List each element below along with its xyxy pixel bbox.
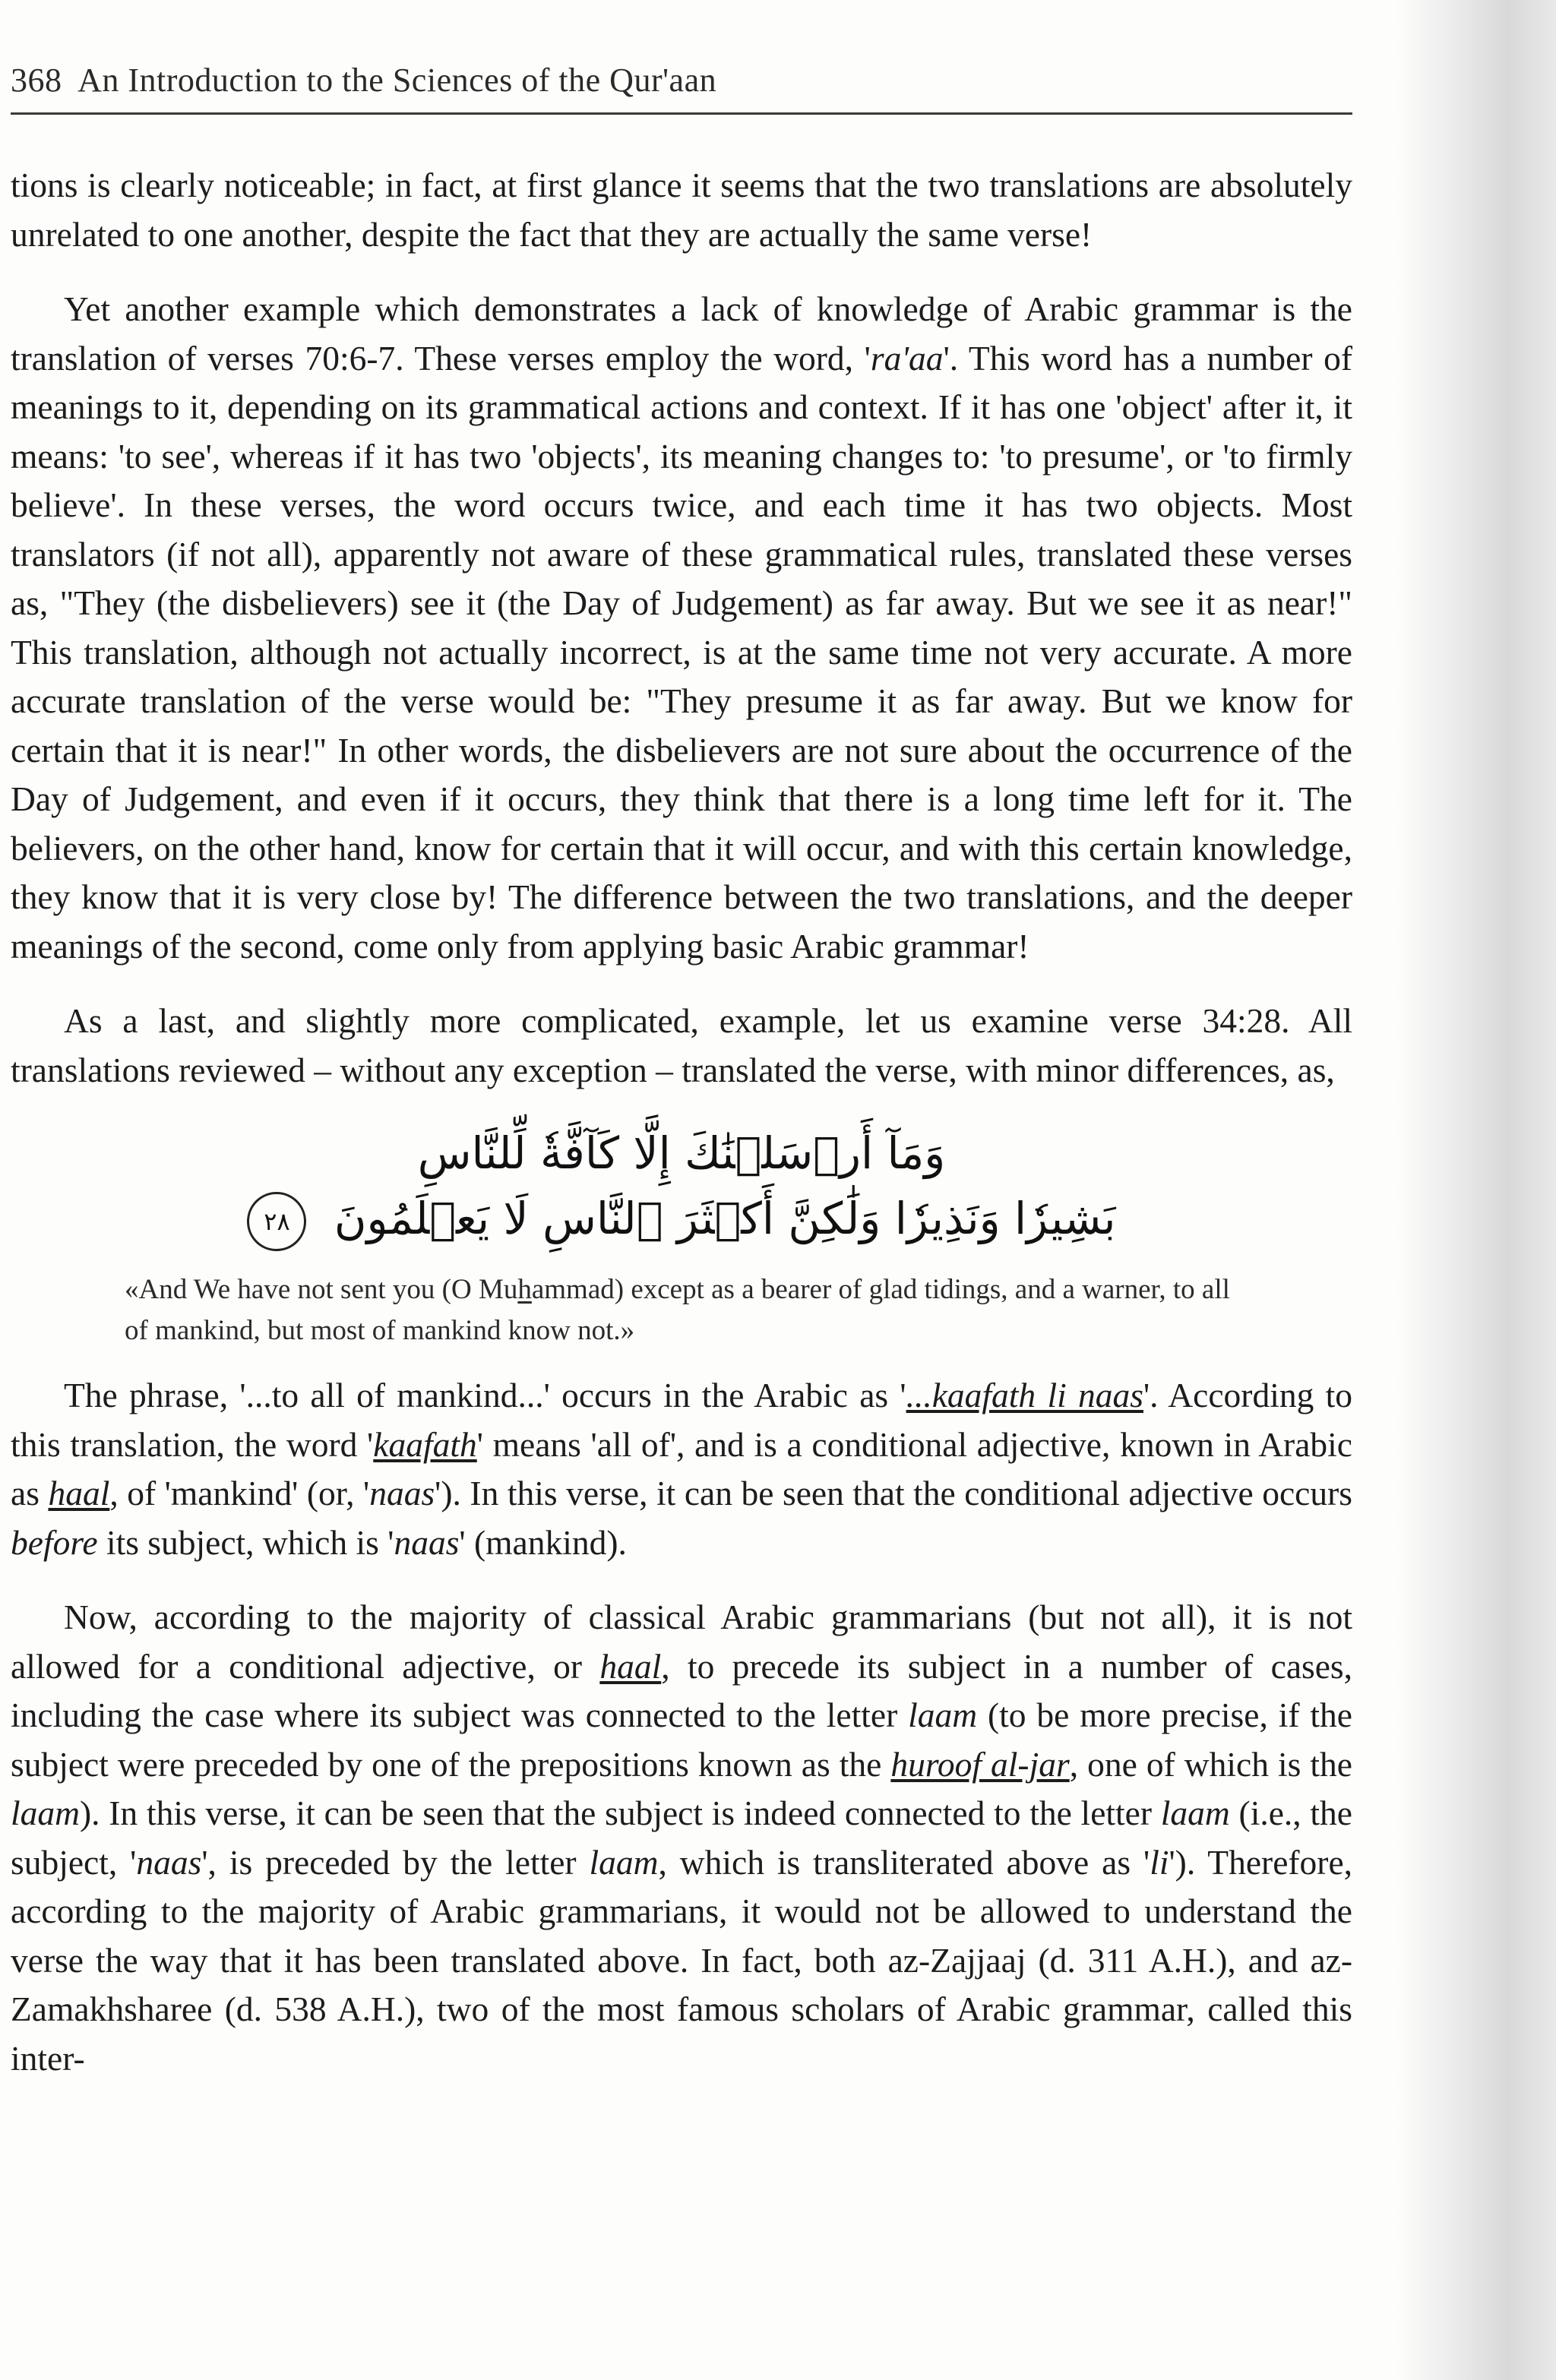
body-text bbox=[11, 161, 1352, 2109]
paragraph-grammarians: Now, according to the majority of classical Arabic grammarians (but not all), it is not allowed for a conditional adjective, or haal, to precede its subject in a number of cases, including the case where its subject was connected to the letter laam (to be more precise, if the subject were preceded by one of the prepositions known as the huroof al-jar, one of which is the laam). In this verse, it can be seen that the subject is indeed connected to the letter laam (i.e., the subject, 'naas', is preceded by the letter laam, which is transliterated above as 'li'). Therefore, according to the majority of Arabic grammarians, it would not be allowed to understand the verse the way that it has been translated above. In fact, both az-Zajjaaj (d. 311 A.H.), and az-Zamakhsharee (d. 538 A.H.), two of the most famous scholars of Arabic grammar, called this inter- bbox=[11, 1598, 1353, 2078]
arabic-verse-line-1: وَمَآ أَرۡسَلۡنَٰكَ إِلَّا كَآفَّةٗ لِّلنَّاسِ bbox=[417, 1127, 946, 1179]
page-number: 368 bbox=[11, 62, 62, 99]
quran-verse-block bbox=[11, 1120, 1352, 1251]
header-rule bbox=[11, 112, 1352, 115]
term-raaa: ra'aa bbox=[870, 338, 944, 378]
paragraph-phrase-analysis: The phrase, '...to all of mankind...' occurs in the Arabic as '...kaafath li naas'. According to this translation, the word 'kaafath' means 'all of', and is a conditional adjective, known in Arabic as haal, of 'mankind' (or, 'naas'). In this verse, it can be seen that the conditional adjective occurs before its subject, which is 'naas' (mankind). bbox=[11, 1376, 1353, 1562]
page-edge-shadow bbox=[1396, 0, 1556, 2380]
running-title: An Introduction to the Sciences of the Qur'aan bbox=[77, 62, 717, 99]
verse-translation: «And We have not sent you (O Muhammad) except as a bearer of glad tidings, and a warner, to all of mankind, but most of mankind know not.» bbox=[125, 1274, 1230, 1346]
paragraph-continuation: tions is clearly noticeable; in fact, at first glance it seems that the two translations are absolutely unrelated to one another, despite the fact that they are actually the same verse! bbox=[11, 166, 1352, 254]
verse-number-marker: ٢٨ bbox=[247, 1192, 306, 1251]
paragraph-raaa-example: Yet another example which demonstrates a lack of knowledge of Arabic grammar is the translation of verses 70:6-7. These verses employ the word, 'ra'aa'. This word has a number of meanings to it, depending on its grammatical actions and context. If it has one 'object' after it, it means: 'to see', whereas if it has two 'objects', its meaning changes to: 'to presume', or 'to firmly believe'. In these verses, the word occurs twice, and each time it has two objects. Most translators (if not all), apparently not aware of these grammatical rules, translated these verses as, "They (the disbelievers) see it (the Day of Judgement) as far away. But we see it as near!" This translation, although not actually incorrect, is at the same time not very accurate. A more accurate translation of the verse would be: "They presume it as far away. But we know for certain that it is near!" In other words, the disbelievers are not sure about the occurrence of the Day of Judgement, and even if it occurs, they think that there is a long time left for it. The believers, on the other hand, know for certain that it will occur, and with this certain knowledge, they know that it is very close by! The difference between the two translations, and the deeper meanings of the second, come only from applying basic Arabic grammar! bbox=[11, 289, 1353, 966]
running-header bbox=[11, 61, 1352, 100]
arabic-verse-line-2: بَشِيرٗا وَنَذِيرٗا وَلَٰكِنَّ أَكۡثَرَ ٱلنَّاسِ لَا يَعۡلَمُونَ ٢٨ bbox=[11, 1186, 1352, 1251]
paragraph-verse-intro: As a last, and slightly more complicated, example, let us examine verse 34:28. All translations reviewed – without any exception – translated the verse, with minor differences, as, bbox=[11, 1001, 1352, 1089]
